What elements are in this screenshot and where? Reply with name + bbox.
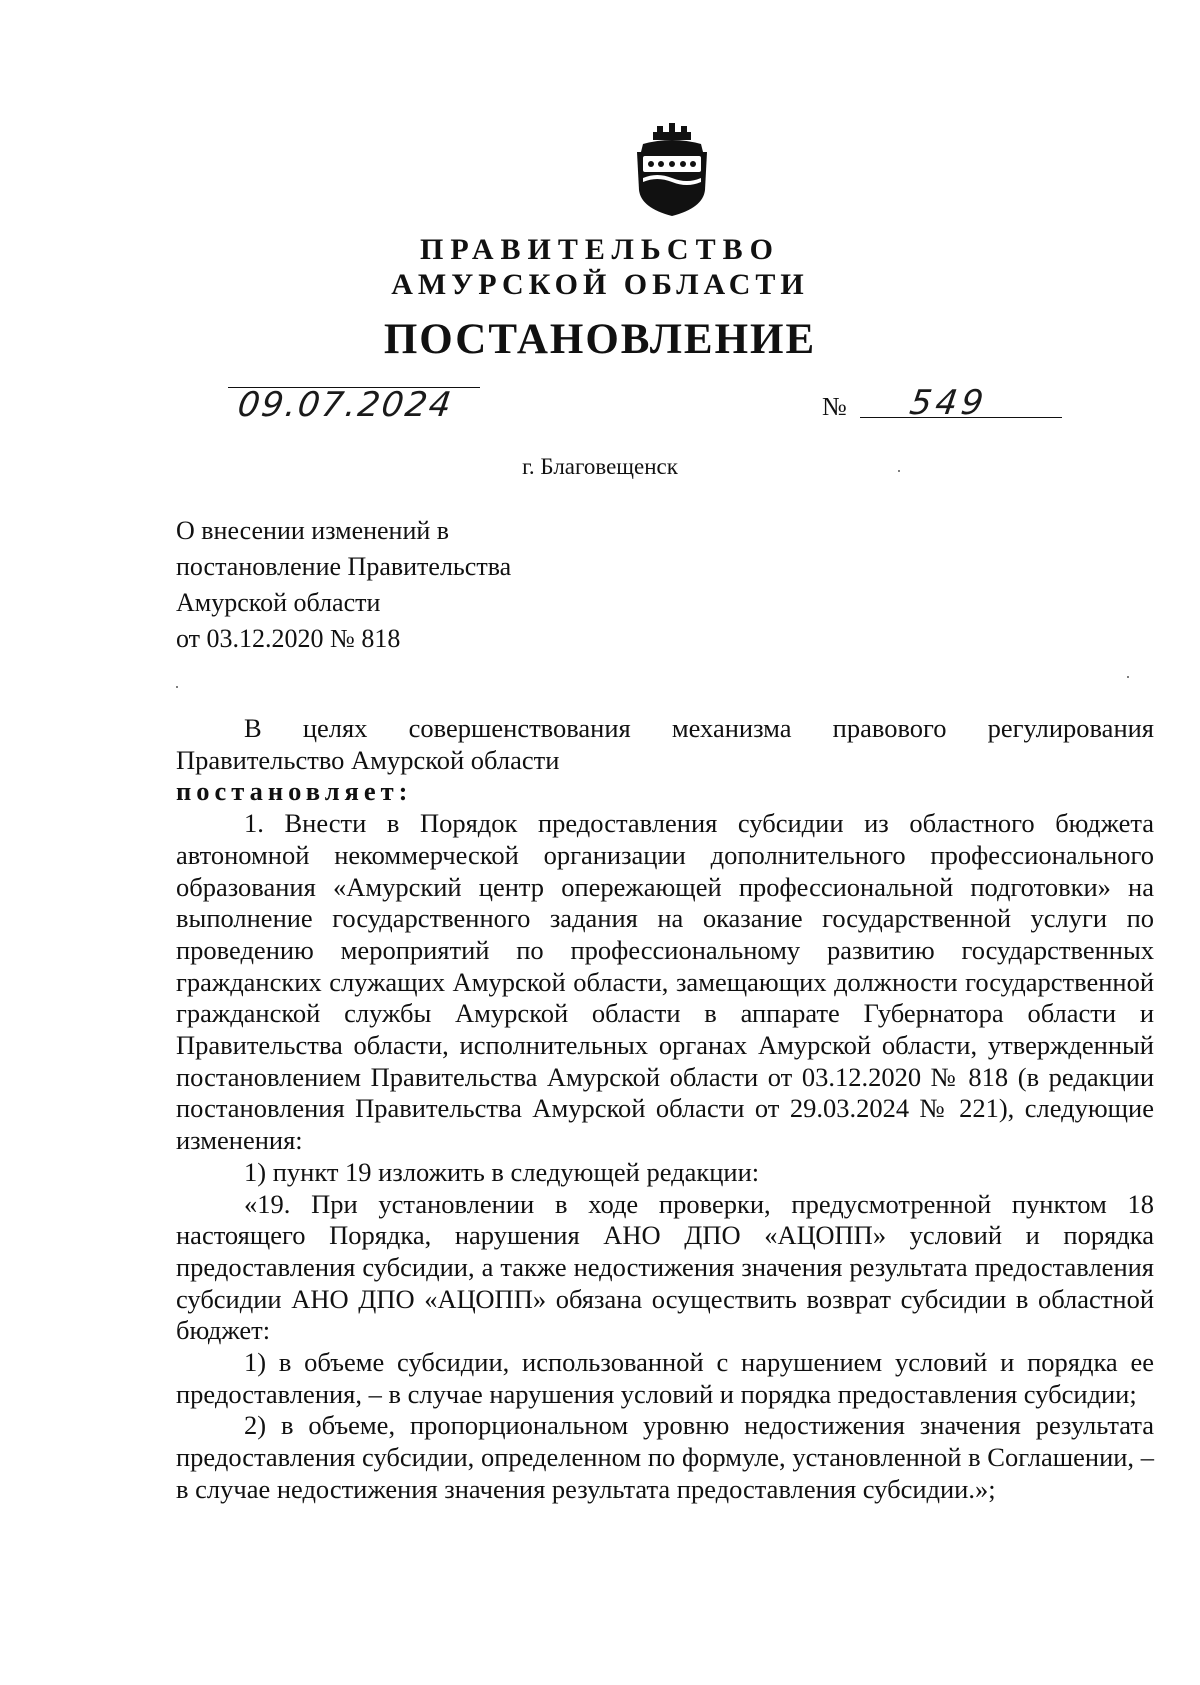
city-label: г. Благовещенск xyxy=(522,454,678,479)
document-subject xyxy=(176,513,511,657)
subject-line: постановление Правительства xyxy=(176,552,512,581)
document-body xyxy=(176,713,1154,1506)
coat-of-arms-icon xyxy=(633,122,711,218)
point-19-paragraph: «19. При установлении в ходе проверки, предусмотренной пунктом 18 настоящего Порядка, нарушения АНО ДПО «АЦОПП» условий и порядка предоставления субсидии, а также недостижения значения результата предоставления субсидии АНО ДПО «АЦОПП» обязана осуществить возврат субсидии в областной бюджет: xyxy=(176,1188,1154,1346)
document-type-title: ПОСТАНОВЛЕНИЕ xyxy=(383,316,817,363)
subject-line: О внесении изменений в xyxy=(176,516,450,545)
scan-speck xyxy=(1127,676,1129,678)
point-19-subitem-1: 1) в объеме субсидии, использованной с нарушением условий и порядка ее предоставления, – в случае нарушения условий и порядка предоставления субсидии; xyxy=(176,1347,1154,1409)
subject-line: от 03.12.2020 № 818 xyxy=(176,624,401,653)
point-19-subitem-2: 2) в объеме, пропорциональном уровню недостижения значения результата предоставления субсидии, определенном по формуле, установленной в Соглашении, – в случае недостижения значения результата предоставления субсидии.»; xyxy=(176,1410,1154,1504)
subitem-1-paragraph: 1) пункт 19 изложить в следующей редакции: xyxy=(244,1156,760,1187)
scan-speck xyxy=(176,686,178,688)
region-title: АМУРСКОЙ ОБЛАСТИ xyxy=(391,268,809,301)
handwritten-date: 09.07.2024 xyxy=(235,385,456,425)
subject-line: Амурской области xyxy=(176,588,381,617)
intro-paragraph: В целях совершенствования механизма правового регулирования Правительство Амурской области xyxy=(176,713,1154,775)
scan-speck xyxy=(898,470,900,472)
handwritten-number: 549 xyxy=(907,383,990,423)
decrees-word: постановляет: xyxy=(176,776,413,807)
number-sign: № xyxy=(822,392,847,421)
number-underline xyxy=(860,416,1062,418)
government-title: ПРАВИТЕЛЬСТВО xyxy=(420,233,780,266)
date-underline xyxy=(228,386,480,388)
item-1-paragraph: 1. Внести в Порядок предоставления субсидии из областного бюджета автономной некоммерческой организации дополнительного профессионального образования «Амурский центр опережающей профессиональной подготовки» на выполнение государственного задания на оказание государственной услуги по проведению мероприятий по профессиональному развитию государственных гражданских служащих Амурской области, замещающих должности государственной гражданской службы Амурской области в аппарате Губернатора области и Правительства области, исполнительных органах Амурской области, утвержденный постановлением Правительства Амурской области от 03.12.2020 № 818 (в редакции постановления Правительства Амурской области от 29.03.2024 № 221), следующие изменения: xyxy=(176,808,1154,1156)
